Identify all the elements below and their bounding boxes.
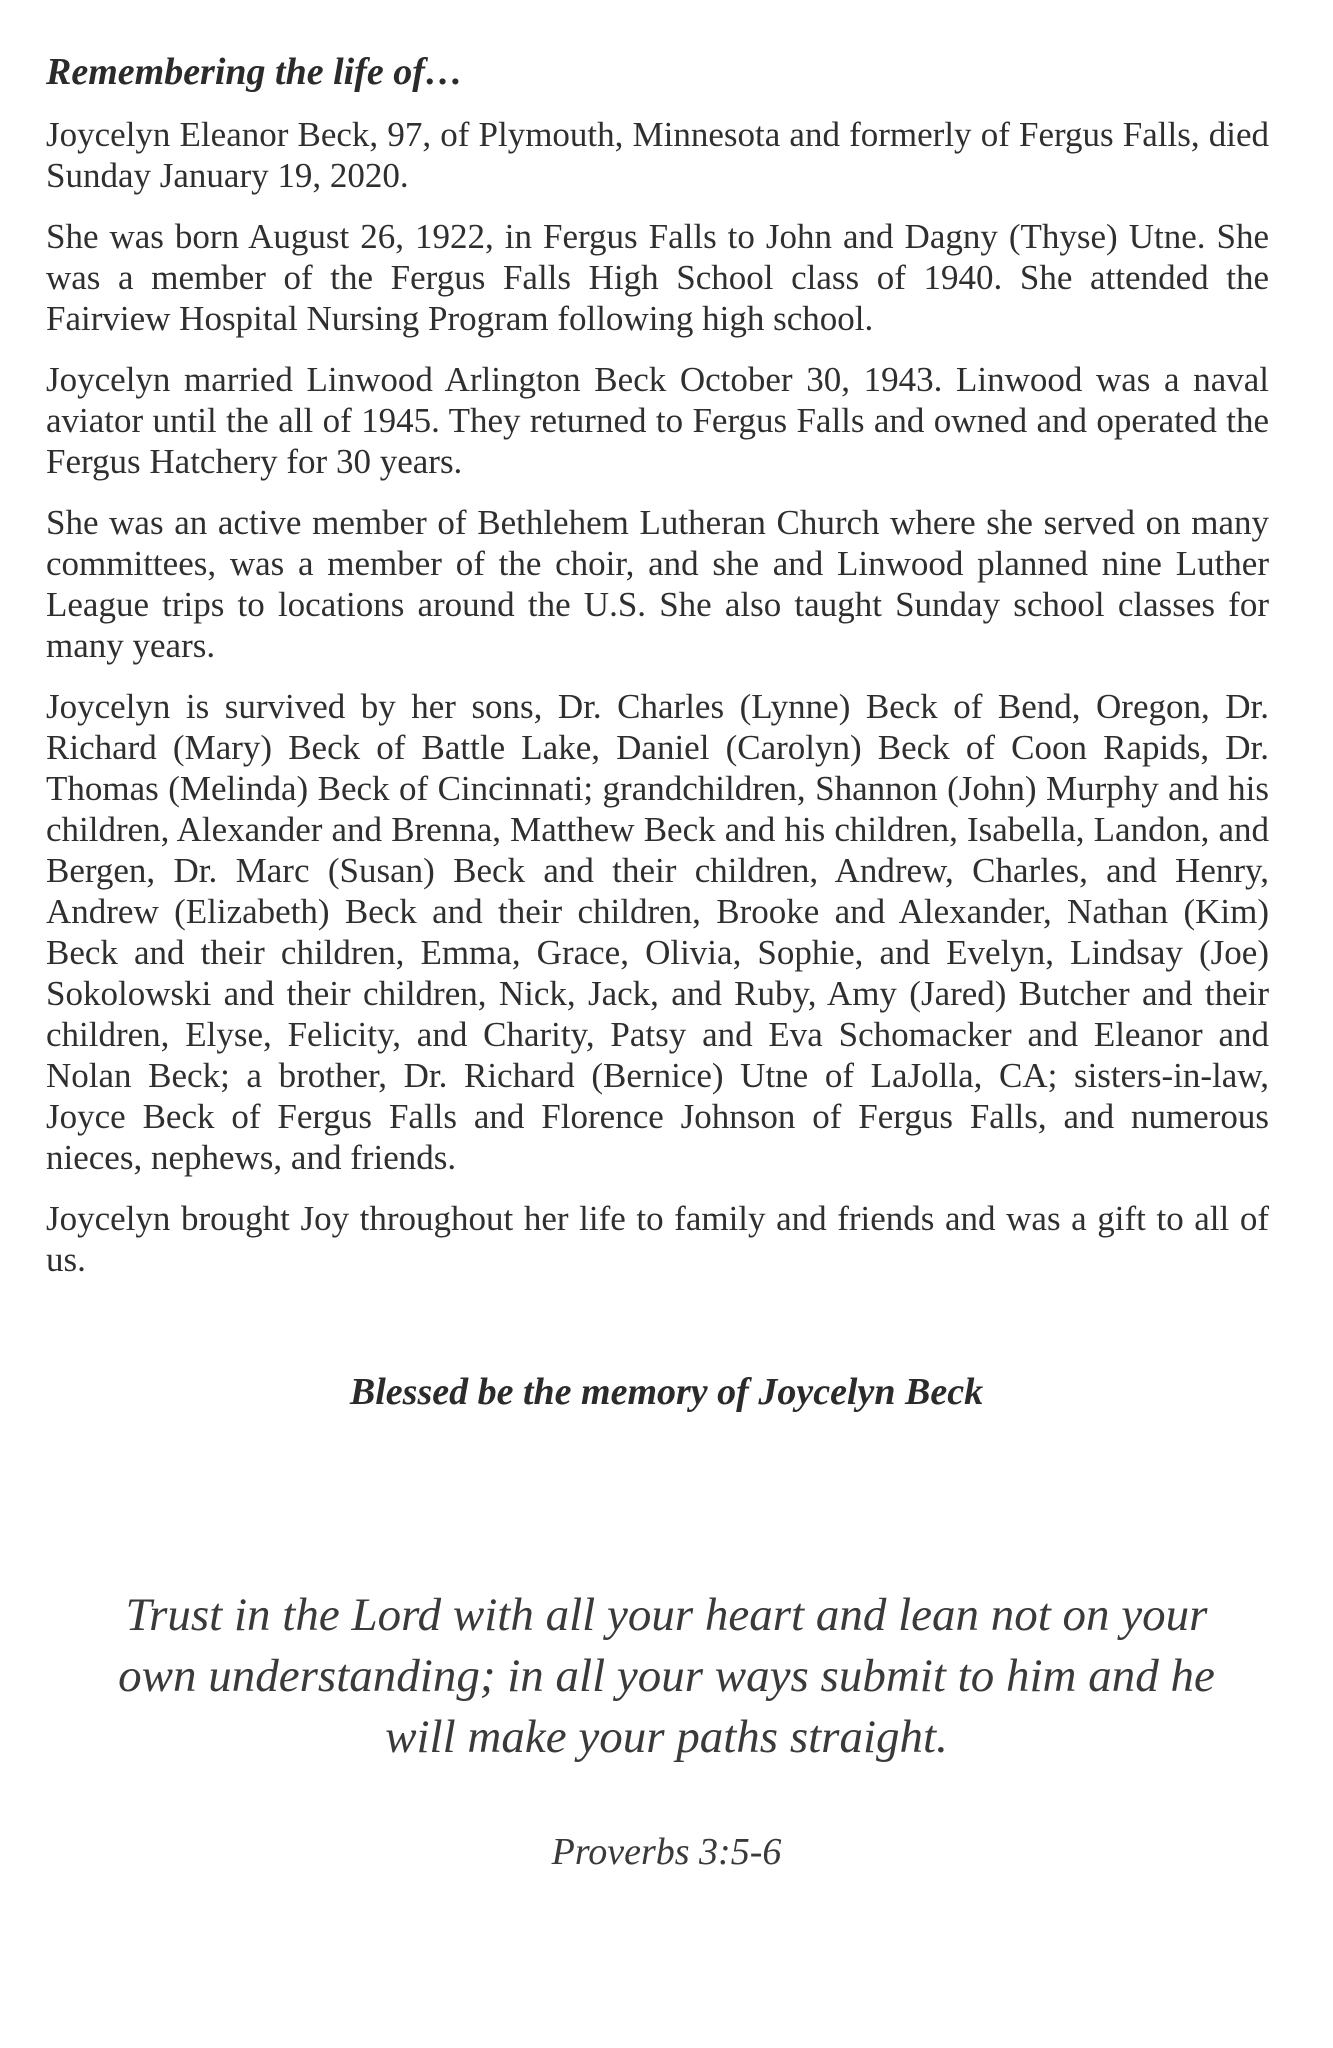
paragraph-closing: Joycelyn brought Joy throughout her life to family and friends and was a gift to all of us. (46, 1199, 1269, 1279)
paragraph-death-notice: Joycelyn Eleanor Beck, 97, of Plymouth, Minnesota and formerly of Fergus Falls, died Sunday January 19, 2020. (46, 115, 1269, 195)
paragraph-church: She was an active member of Bethlehem Lutheran Church where she served on many committees, was a member of the choir, and she and Linwood planned nine Luther League trips to locations around the U.S. She also taught Sunday school classes for many years. (46, 503, 1269, 665)
obituary-heading: Remembering the life of… (46, 51, 463, 93)
paragraph-marriage: Joycelyn married Linwood Arlington Beck October 30, 1943. Linwood was a naval aviator until the all of 1945. They returned to Fergus Falls and owned and operated the Fergus Hatchery for 30 years. (46, 360, 1269, 481)
paragraph-birth: She was born August 26, 1922, in Fergus Falls to John and Dagny (Thyse) Utne. She was a member of the Fergus Falls High School class of 1940. She attended the Fairview Hospital Nursing Program following high school. (46, 217, 1269, 338)
scripture-verse: Trust in the Lord with all your heart and lean not on your own understanding; in all your ways submit to him and he will make your paths straight. (118, 1589, 1215, 1763)
paragraph-survivors: Joycelyn is survived by her sons, Dr. Charles (Lynne) Beck of Bend, Oregon, Dr. Richard (Mary) Beck of Battle Lake, Daniel (Carolyn) Beck of Coon Rapids, Dr. Thomas (Melinda) Beck of Cincinnati; grandchildren, Shannon (John) Murphy and his children, Alexander and Brenna, Matthew Beck and his children, Isabella, Landon, and Bergen, Dr. Marc (Susan) Beck and their children, Andrew, Charles, and Henry, Andrew (Elizabeth) Beck and their children, Brooke and Alexander, Nathan (Kim) Beck and their children, Emma, Grace, Olivia, Sophie, and Evelyn, Lindsay (Joe) Sokolowski and their children, Nick, Jack, and Ruby, Amy (Jared) Butcher and their children, Elyse, Felicity, and Charity, Patsy and Eva Schomacker and Eleanor and Nolan Beck; a brother, Dr. Richard (Bernice) Utne of LaJolla, CA; sisters-in-law, Joyce Beck of Fergus Falls and Florence Johnson of Fergus Falls, and numerous nieces, nephews, and friends. (46, 687, 1269, 1177)
memorial-line: Blessed be the memory of Joycelyn Beck (349, 1371, 984, 1413)
obituary-body (46, 50, 1269, 1300)
scripture-reference: Proverbs 3:5-6 (551, 1831, 782, 1873)
